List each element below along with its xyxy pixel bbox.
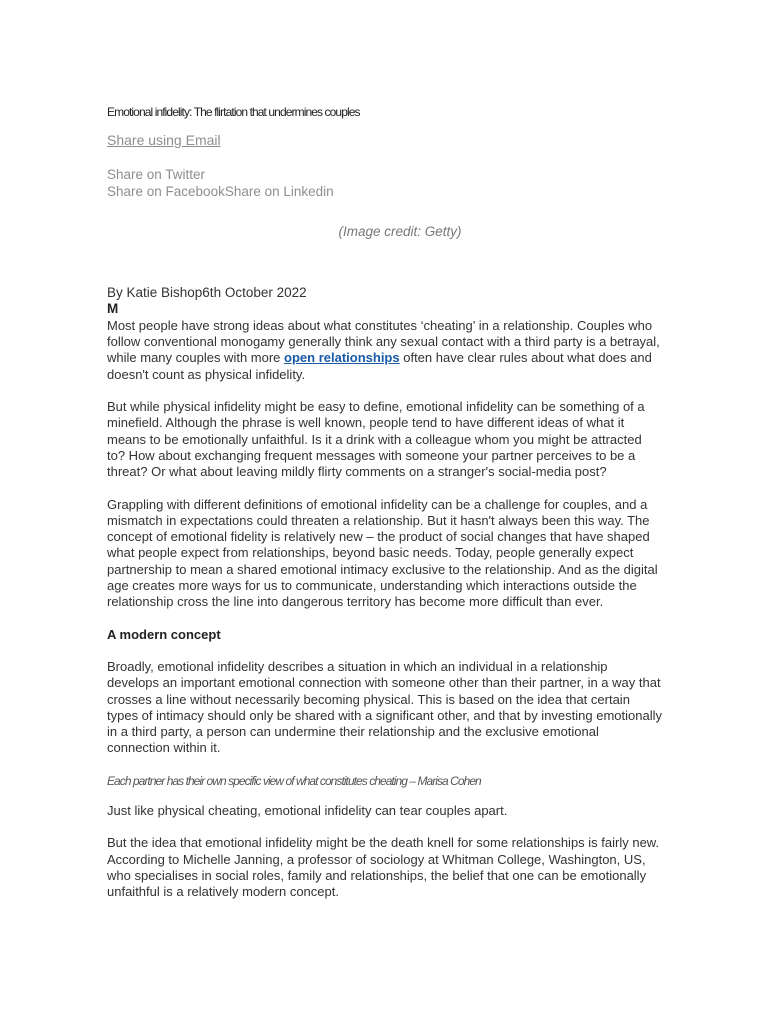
paragraph-1 (107, 318, 663, 383)
share-twitter-link[interactable]: Share on Twitter (107, 167, 206, 183)
share-linkedin-link[interactable]: Share on Linkedin (224, 184, 334, 200)
drop-cap: M (107, 300, 119, 316)
pull-quote: Each partner has their own specific view of what constitutes cheating – Marisa Cohen (107, 773, 481, 788)
article (107, 104, 663, 917)
paragraph-1-text-a: Most people have strong ideas about what constitutes ‘cheating’ in a relationship. Couples who follow conventional monogamy generally think any sexual contact with a third party is a betrayal, while many couples with more (107, 317, 660, 366)
paragraph-2: But while physical infidelity might be easy to define, emotional infidelity can be something of a minefield. Although the phrase is well known, people tend to have different ideas of what it means to be emotionally unfaithful. Is it a drink with a colleague whom you might be attracted to? How about exchanging frequent messages with someone your partner perceives to be a threat? Or what about leaving mildly flirty comments on a stranger's social-media post? (107, 399, 645, 480)
open-relationships-link[interactable]: open relationships (284, 350, 400, 366)
image-credit: (Image credit: Getty) (338, 224, 462, 240)
byline: By Katie Bishop6th October 2022 (107, 284, 307, 300)
paragraph-6: But the idea that emotional infidelity might be the death knell for some relationships is fairly new. According to Michelle Janning, a professor of sociology at Whitman College, Washington, US, who specialises in social roles, family and relationships, the belief that one can be emotionally unfaithful is a relatively modern concept. (107, 835, 660, 900)
share-facebook-link[interactable]: Share on Facebook (107, 184, 225, 200)
paragraph-1-text-b: often have clear rules about what does and doesn't count as physical infidelity. (107, 350, 652, 382)
paragraph-5: Just like physical cheating, emotional infidelity can tear couples apart. (107, 803, 508, 819)
paragraph-3: Grappling with different definitions of emotional infidelity can be a challenge for couples, and a mismatch in expectations could threaten a relationship. But it hasn't always been this way. The concept of emotional fidelity is relatively new – the product of social changes that have shaped what people expect from relationships, beyond basic needs. Today, people generally expect partnership to mean a shared emotional intimacy exclusive to the relationship. And as the digital age creates more ways for us to communicate, understanding which interactions outside the relationship cross the line into dangerous territory has become more difficult than ever. (107, 496, 658, 610)
section-heading: A modern concept (107, 626, 221, 642)
share-email-link[interactable]: Share using Email (107, 132, 221, 148)
paragraph-4: Broadly, emotional infidelity describes a situation in which an individual in a relationship develops an important emotional connection with someone other than their partner, in a way that crosses a line without necessarily becoming physical. This is based on the idea that certain types of intimacy should only be shared with a significant other, and that by investing emotionally in a third party, a person can undermine their relationship and the exclusive emotional connection within it. (107, 658, 662, 756)
share-links (107, 166, 663, 200)
article-headline: Emotional infidelity: The flirtation that undermines couples (107, 105, 360, 119)
